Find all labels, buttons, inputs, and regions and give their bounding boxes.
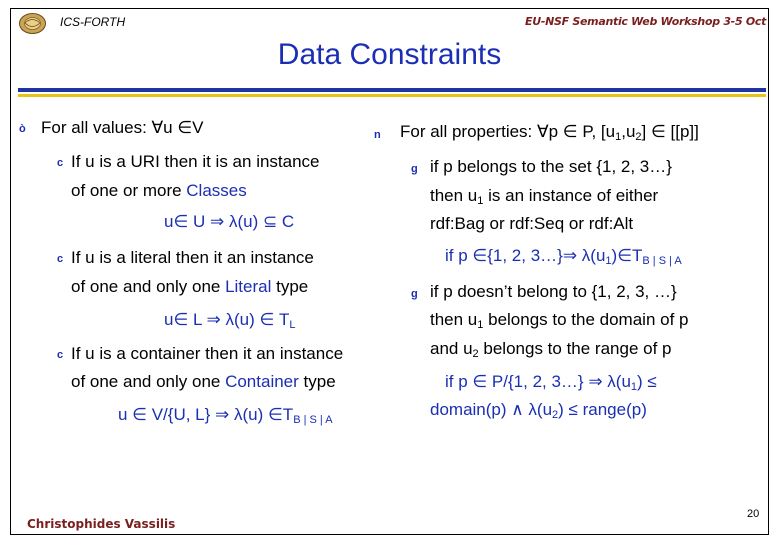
set-line3: rdf:Bag or rdf:Seq or rdf:Alt xyxy=(430,214,634,233)
nonset-line2: then $u_1$ belongs to the domain of p xyxy=(430,310,689,331)
container-line1: If u is a container then it an instance xyxy=(71,344,344,363)
ics-forth-logo xyxy=(19,13,46,34)
right-main-text: For all properties: ∀p ∈ P, $[u_1,u_2]$ ∈ [[p]] xyxy=(400,122,699,143)
title-underline-blue xyxy=(18,88,766,92)
set-line2: then $u_1$ is an instance of either xyxy=(430,186,659,207)
literal-line1: If u is a literal then it an instance xyxy=(71,248,314,267)
main-bullet-right: n xyxy=(374,129,381,141)
sub-bullet: g xyxy=(411,163,418,175)
page-number: 20 xyxy=(747,508,760,520)
set-formula: if p ∈{1, 2, 3…}⇒ $\lambda(u_1)\in T_{B | S | A}$ xyxy=(445,246,682,267)
main-bullet-left: ò xyxy=(19,123,26,135)
literal-term: Literal xyxy=(225,277,272,296)
nonset-formula-line2: domain(p) ∧ $\lambda(u_2)$ ≤ range(p) xyxy=(430,400,647,421)
nonset-line1: if p doesn’t belong to {1, 2, 3, …} xyxy=(430,282,677,301)
uri-line1: If u is a URI then it is an instance xyxy=(71,152,320,171)
uri-line2: of one or more Classes xyxy=(71,181,247,200)
sub-bullet: g xyxy=(411,288,418,300)
sub-bullet: c xyxy=(57,157,64,169)
literal-formula: u∈ L ⇒ λ(u) ∈ $T_L$ xyxy=(164,310,296,331)
left-main-text: For all values: ∀u ∈V xyxy=(41,118,204,137)
slide-title: Data Constraints xyxy=(277,38,502,71)
workshop-name: EU-NSF Semantic Web Workshop 3-5 Oct xyxy=(525,15,767,28)
literal-line2: of one and only one Literal type xyxy=(71,277,309,296)
set-line1: if p belongs to the set {1, 2, 3…} xyxy=(430,157,672,176)
uri-formula: u∈ U ⇒ λ(u) ⊆ C xyxy=(164,212,295,231)
classes-term: Classes xyxy=(186,181,247,200)
nonset-formula-line1: if p ∈ P/{1, 2, 3…} ⇒ $\lambda(u_1)$ ≤ xyxy=(445,372,657,393)
container-term: Container xyxy=(225,372,299,391)
container-line2: of one and only one Container type xyxy=(71,372,336,391)
author-name: Christophides Vassilis xyxy=(27,517,176,531)
title-underline-yellow xyxy=(18,94,766,97)
sub-bullet: c xyxy=(57,349,64,361)
container-formula: u ∈ V/{U, L} ⇒ λ(u) $\in T_{B | S | A}$ xyxy=(118,405,333,426)
nonset-line3: and $u_2$ belongs to the range of p xyxy=(430,339,672,360)
org-name: ICS-FORTH xyxy=(60,15,126,29)
sub-bullet: c xyxy=(57,253,64,265)
